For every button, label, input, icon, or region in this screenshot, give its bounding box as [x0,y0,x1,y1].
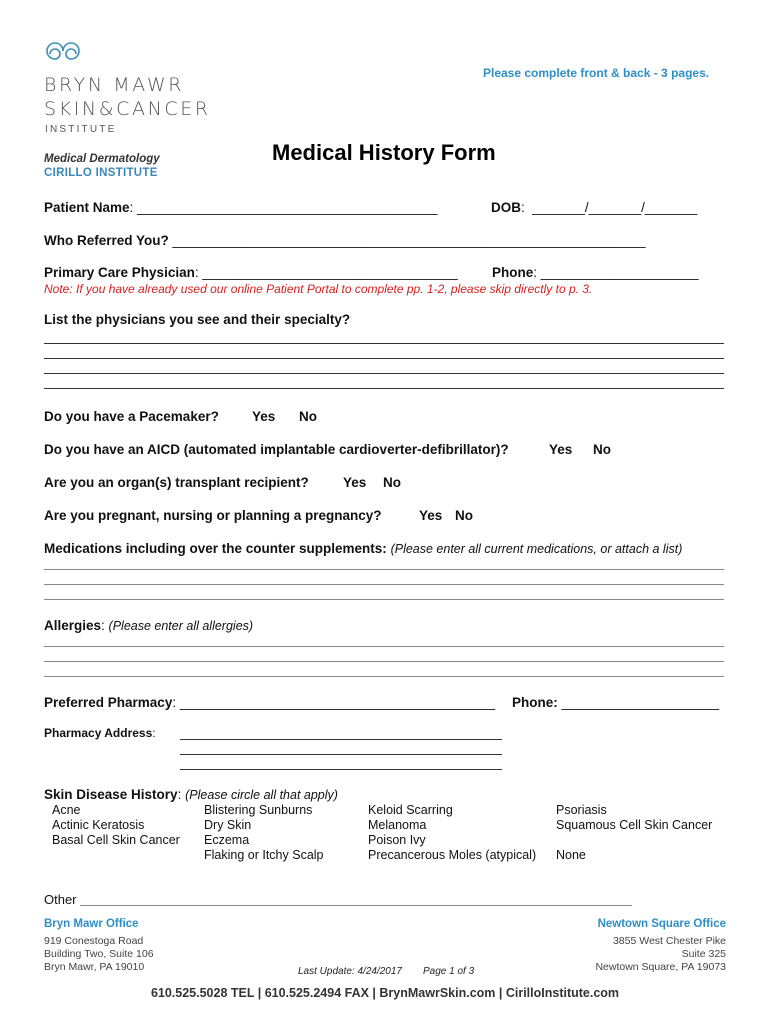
allergies-line-2[interactable] [44,661,724,662]
pcp-label: Primary Care Physician [44,265,195,280]
affiliate-line2: CIRILLO INSTITUTE [44,167,158,179]
portal-note: Note: If you have already used our online Patient Portal to complete pp. 1-2, please skip directly to p. 3. [44,282,593,296]
bryn-mawr-address-line: Building Two, Suite 106 [44,948,154,960]
contact-bar: 610.525.5028 TEL | 610.525.2494 FAX | BrynMawrSkin.com | CirilloInstitute.com [150,986,620,1000]
question-aicd: Do you have an AICD (automated implantable cardioverter-defibrillator)? [44,442,509,457]
aicd-yes[interactable]: Yes [549,442,573,457]
physicians-heading: List the physicians you see and their specialty? [44,312,351,327]
form-title: Medical History Form [272,140,496,165]
dob-label: DOB [491,200,521,215]
newtown-square-office-title: Newtown Square Office [597,918,726,930]
allergies-hint: (Please enter all allergies) [108,619,254,633]
pcp-blank[interactable]: __________________________________ [202,265,458,280]
pacemaker-yes[interactable]: Yes [252,409,276,424]
patient-name-blank[interactable]: ________________________________________ [137,200,438,215]
skin-option[interactable]: Basal Cell Skin Cancer [52,833,180,847]
patient-name-label: Patient Name [44,200,130,215]
medications-label: Medications including over the counter supplements: [44,541,387,556]
physicians-line-2[interactable] [44,358,724,359]
skin-option[interactable]: Poison Ivy [368,833,426,847]
logo-swirl-icon [40,42,90,66]
bryn-mawr-address-line: Bryn Mawr, PA 19010 [44,961,145,973]
skin-option[interactable]: Blistering Sunburns [204,803,313,817]
question-pacemaker: Do you have a Pacemaker? [44,409,219,424]
medications-heading [44,541,682,556]
allergies-heading: Allergies: (Please enter all allergies) [44,618,254,633]
pharmacy-blank[interactable]: __________________________________________ [179,695,496,710]
pharmacy-address-heading: Pharmacy Address: [44,726,156,740]
logo-text-line1: BRYN MAWR [44,74,185,96]
transplant-yes[interactable]: Yes [343,475,367,490]
pcp-phone-field[interactable]: Phone: _____________________ [492,265,699,280]
pharmacy-field[interactable]: Preferred Pharmacy: __________________________________________ [44,695,496,710]
skin-option[interactable]: None [556,848,586,862]
skin-option[interactable]: Melanoma [368,818,427,832]
pharmacy-address-line-1[interactable] [180,739,502,740]
skin-option[interactable]: Psoriasis [556,803,607,817]
newtown-address-line: Suite 325 [681,948,726,960]
question-transplant: Are you an organ(s) transplant recipient? [44,475,309,490]
skin-option[interactable]: Acne [52,803,81,817]
medications-line-1[interactable] [44,569,724,570]
pregnancy-yes[interactable]: Yes [419,508,443,523]
question-pregnancy: Are you pregnant, nursing or planning a pregnancy? [44,508,382,523]
pharmacy-label: Preferred Pharmacy [44,695,173,710]
medications-hint: (Please enter all current medications, or attach a list) [390,542,683,556]
affiliate-line1: Medical Dermatology [44,153,160,165]
medications-line-2[interactable] [44,584,724,585]
pharmacy-phone-field[interactable] [512,695,719,710]
pharmacy-phone-blank[interactable]: _____________________ [561,695,720,710]
referred-label: Who Referred You? [44,233,169,248]
other-line[interactable] [80,905,632,906]
skin-history-hint: (Please circle all that apply) [185,788,338,802]
skin-history-heading: Skin Disease History: (Please circle all that apply) [44,787,338,802]
pharmacy-address-line-2[interactable] [180,754,502,755]
allergies-label: Allergies [44,618,102,633]
transplant-no[interactable]: No [383,475,401,490]
skin-history-label: Skin Disease History [44,787,178,802]
dob-blank[interactable]: _______/_______/_______ [532,200,698,215]
referred-blank[interactable]: _______________________________________________________________ [172,233,646,248]
bryn-mawr-office-title: Bryn Mawr Office [44,918,139,930]
pcp-phone-label: Phone [492,265,534,280]
pacemaker-no[interactable]: No [299,409,317,424]
last-update: Last Update: 4/24/2017 [298,966,402,977]
skin-option[interactable]: Eczema [204,833,250,847]
pharmacy-address-line-3[interactable] [180,769,502,770]
newtown-address-line: Newtown Square, PA 19073 [595,961,726,973]
skin-option[interactable]: Keloid Scarring [368,803,453,817]
allergies-line-3[interactable] [44,676,724,677]
aicd-no[interactable]: No [593,442,611,457]
pregnancy-no[interactable]: No [455,508,473,523]
logo-text-line3: INSTITUTE [45,124,117,135]
bryn-mawr-address-line: 919 Conestoga Road [44,935,144,947]
pcp-phone-blank[interactable]: _____________________ [540,265,699,280]
skin-option[interactable]: Dry Skin [204,818,252,832]
page-number: Page 1 of 3 [423,966,475,977]
pharmacy-phone-label: Phone: [512,695,558,710]
pharmacy-address-label: Pharmacy Address [44,726,153,740]
allergies-line-1[interactable] [44,646,724,647]
skin-option[interactable]: Precancerous Moles (atypical) [368,848,537,862]
physicians-line-3[interactable] [44,373,724,374]
physicians-line-1[interactable] [44,343,724,344]
pcp-field[interactable]: Primary Care Physician: __________________________________ [44,265,458,280]
logo-text-line2: SKIN&CANCER [44,98,211,120]
medications-line-3[interactable] [44,599,724,600]
skin-option[interactable]: Flaking or Itchy Scalp [204,848,324,862]
complete-pages-notice: Please complete front & back - 3 pages. [483,66,710,80]
patient-name-field[interactable]: Patient Name: ________________________________________ [44,200,438,215]
skin-option[interactable]: Actinic Keratosis [52,818,145,832]
physicians-line-4[interactable] [44,388,724,389]
other-label: Other [44,892,77,907]
dob-field[interactable]: DOB: _______/_______/_______ [491,200,698,215]
skin-option[interactable]: Squamous Cell Skin Cancer [556,818,713,832]
newtown-address-line: 3855 West Chester Pike [612,935,726,947]
referred-field[interactable] [44,233,646,248]
